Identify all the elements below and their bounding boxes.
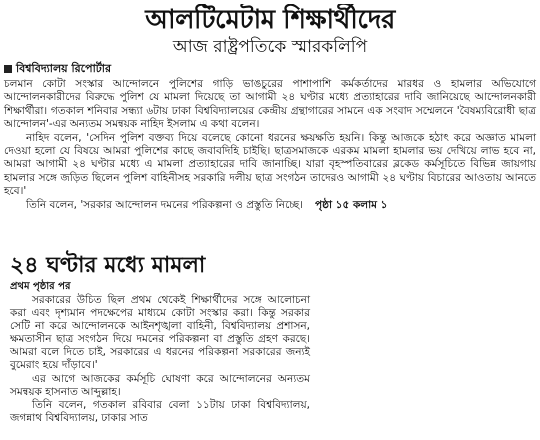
from-page-label: প্রথম পৃষ্ঠার পর — [10, 281, 71, 292]
continued-reference: পৃষ্ঠা ১৫ কলাম ১ — [315, 198, 388, 211]
byline-text: বিশ্ববিদ্যালয় রিপোর্টার — [16, 62, 111, 75]
article-paragraph: চলমান কোটা সংস্কার আন্দোলনে পুলিশের গাড়ি ভাঙচুরের পাশাপাশি কর্মকর্তাদের মারধর ও হামলার অভিযোগে আন্দোলনকারীদের বিরুদ্ধে পুলিশ যে মামলা দিয়েছে তা আগামী ২৪ ঘণ্টার মধ্যে প্রত্যাহারের দাবি জানিয়েছে আন্দোলনকারী শিক্ষার্থীরা। গতকাল শনিবার সন্ধ্যা ৬টায় ঢাকা বিশ্ববিদ্যালয়ের কেন্দ্রীয় গ্রন্থাগারের সামনে এক সংবাদ সম্মেলনে 'বৈষম্যবিরোধী ছাত্র আন্দোলন'-এর অন্যতম সমন্বয়ক নাহিদ ইসলাম এ কথা বলেন। — [4, 78, 536, 131]
continuation-headline: ২৪ ঘণ্টার মধ্যে মামলা — [10, 253, 206, 278]
main-headline: আলটিমেটাম শিক্ষার্থীদের — [145, 5, 395, 35]
continuation-paragraph: তিনি বলেন, গতকাল রবিবার বেলা ১১টায় ঢাকা বিশ্ববিদ্যালয়, জগন্নাথ বিশ্ববিদ্যালয়, ঢাকার সাত — [10, 398, 310, 424]
article-paragraph: নাহিদ বলেন, 'সেদিন পুলিশ বক্তব্য দিয়ে বলেছে কোনো ধরনের ক্ষয়ক্ষতি হয়নি। কিন্তু আজকে হঠাৎ করে অজ্ঞাত মামলা দেওয়া হলো যে বিষয়ে আমরা পুলিশের কাছে জবাবদিহি চাইছি। ছাত্রসমাজকে এরকম মামলা হামলার ভয় দেখিয়ে লাভ হবে না, আমরা আগামী ২৪ ঘণ্টার মধ্যে এ মামলা প্রত্যাহারের দাবি জানাচ্ছি। যারা বৃহস্পতিবারের ব্লকেড কর্মসূচিতে বিভিন্ন জায়গায় হামলার সঙ্গে জড়িত ছিলেন পুলিশ বাহিনীসহ সরকারি দলীয় ছাত্র সংগঠন তাদেরও আগামী ২৪ ঘণ্টায় বিচারের আওতায় আনতে হবে।' — [4, 131, 536, 198]
byline — [4, 62, 534, 76]
article-body — [4, 78, 536, 212]
continuation-body — [10, 294, 310, 425]
continuation-paragraph: সরকারের উচিত ছিল প্রথম থেকেই শিক্ষার্থীদের সঙ্গে আলোচনা করা এবং দৃশ্যমান পদক্ষেপের মাধ্যমে কোটা সংস্কার করা। কিন্তু সরকার সেটি না করে আন্দোলনকে আইনশৃঙ্খলা বাহিনী, বিশ্ববিদ্যালয় প্রশাসন, ক্ষমতাসীন ছাত্র সংগঠন দিয়ে দমনের পরিকল্পনা বা প্রস্তুতি গ্রহণ করছে। আমরা বলে দিতে চাই, সরকারের এ ধরনের পরিকল্পনা সরকারের জন্যই বুমেরাং হয়ে দাঁড়াবে।' — [10, 294, 310, 372]
subheadline: আজ রাষ্ট্রপতিকে স্মারকলিপি — [172, 37, 368, 57]
article-paragraph-text: তিনি বলেন, 'সরকার আন্দোলন দমনের পরিকল্পনা ও প্রস্তুতি নিচ্ছে। — [26, 198, 303, 211]
article-paragraph-last — [4, 199, 536, 212]
continuation-paragraph: এর আগে আজকের কর্মসূচি ঘোষণা করে আন্দোলনের অন্যতম সমন্বয়ক হাসনাত আব্দুল্লাহ। — [10, 372, 310, 398]
square-bullet-icon — [4, 65, 12, 73]
